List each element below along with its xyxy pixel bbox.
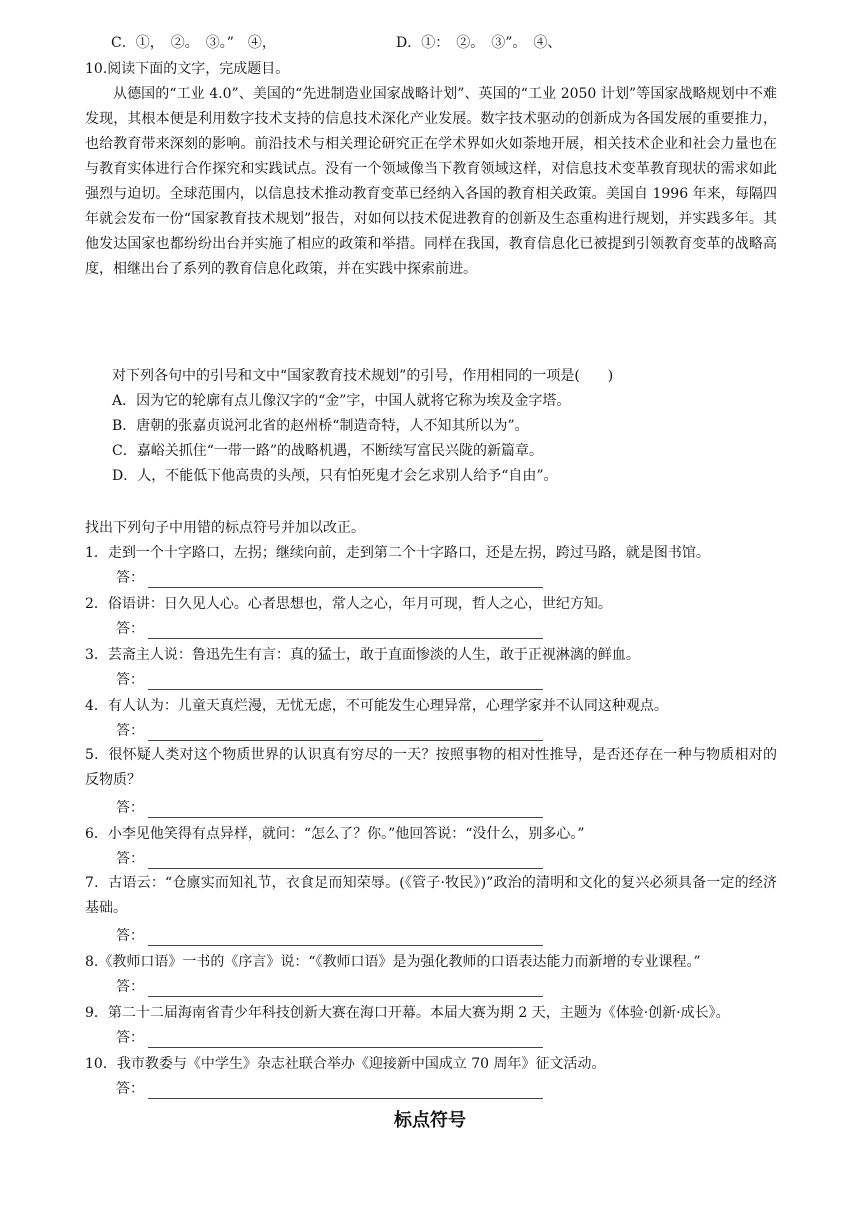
answer-line-10[interactable]: [116, 1079, 543, 1099]
exercise-item-8: 8.《教师口语》一书的《序言》说：“《教师口语》是为强化教师的口语表达能力而新增的专业课程。”: [85, 954, 701, 970]
answer-label: 答：: [116, 723, 144, 739]
exercise-item-7: 7．古语云：“仓廪实而知礼节，衣食足而知荣辱。(《管子·牧民》)”政治的清明和文化的复兴必须具备一定的经济基础。: [85, 875, 777, 916]
q10-question: 对下列各句中的引号和文中“国家教育技术规划”的引号，作用相同的一项是( ): [112, 368, 614, 384]
answer-label: 答：: [116, 621, 144, 637]
q10-option-a: A．因为它的轮廓有点儿像汉字的“金”字，中国人就将它称为埃及金字塔。: [112, 393, 571, 409]
answer-blank[interactable]: [148, 854, 543, 869]
answer-label: 答：: [116, 800, 144, 816]
answer-blank[interactable]: [148, 675, 543, 690]
answer-label: 答：: [116, 1030, 144, 1046]
answer-label: 答：: [116, 1081, 144, 1097]
answer-label: 答：: [116, 672, 144, 688]
answer-blank[interactable]: [148, 803, 543, 818]
exercise-item-9: 9．第二十二届海南省青少年科技创新大赛在海口开幕。本届大赛为期 2 天，主题为《体验·创新·成长》。: [85, 1005, 730, 1021]
answer-line-9[interactable]: [116, 1028, 543, 1048]
exercise-item-3: 3．芸斋主人说：鲁迅先生有言：真的猛士，敢于直面惨淡的人生，敢于正视淋漓的鲜血。: [85, 647, 640, 663]
exercise-item-4: 4．有人认为：儿童天真烂漫，无忧无虑，不可能发生心理异常，心理学家并不认同这种观点。: [85, 698, 668, 714]
exercise-item-10: 10．我市教委与《中学生》杂志社联合举办《迎接新中国成立 70 周年》征文活动。: [85, 1056, 606, 1072]
answer-blank[interactable]: [148, 573, 543, 588]
answer-label: 答：: [116, 851, 144, 867]
answer-blank[interactable]: [148, 982, 543, 997]
answer-label: 答：: [116, 570, 144, 586]
q10-passage: 从德国的“工业 4.0”、美国的“先进制造业国家战略计划”、英国的“工业 2050 计划”等国家战略规划中不难发现，其根本便是利用数字技术支持的信息技术深化产业发展。数字技术驱动的创新成为各国发展的重要推力，也给教育带来深刻的影响。前沿技术与相关理论研究正在学术界如火如荼地开展，相关技术企业和社会力量也在与教育实体进行合作探究和实践试点。没有一个领域像当下教育领域这样，对信息技术变革教育现状的需求如此强烈与迫切。全球范围内，以信息技术推动教育变革已经纳入各国的教育相关政策。美国自 1996 年来，每隔四年就会发布一份“国家教育技术规划”报告，对如何以技术促进教育的创新及生态重构进行规划，并实践多年。其他发达国家也都纷纷出台并实施了相应的政策和举措。同样在我国，教育信息化已被提到引领教育变革的战略高度，相继出台了系列的教育信息化政策，并在实践中探索前进。: [85, 86, 777, 277]
answer-blank[interactable]: [148, 931, 543, 946]
answer-line-4[interactable]: [116, 721, 543, 741]
answer-line-5[interactable]: [116, 798, 543, 818]
q10-option-d: D．人，不能低下他高贵的头颅，只有怕死鬼才会乞求别人给予“自由”。: [112, 468, 558, 484]
answer-line-2[interactable]: [116, 619, 543, 639]
exercise-instruction: 找出下列句子中用错的标点符号并加以改正。: [85, 520, 365, 536]
answer-blank[interactable]: [148, 624, 543, 639]
answer-line-1[interactable]: [116, 568, 543, 588]
answer-label: 答：: [116, 928, 144, 944]
q10-option-b: B．唐朝的张嘉贞说河北省的赵州桥“制造奇特，人不知其所以为”。: [112, 418, 529, 434]
exercise-item-2: 2．俗语讲：日久见人心。心者思想也，常人之心，年月可现，哲人之心，世纪方知。: [85, 596, 612, 612]
answer-line-7[interactable]: [116, 926, 543, 946]
exercise-item-6: 6．小李见他笑得有点异样，就问：“怎么了？你。”他回答说：“没什么，别多心。”: [85, 826, 585, 842]
q9-option-c: C．①， ②。 ③。” ④，: [111, 35, 276, 51]
answer-blank[interactable]: [148, 1033, 543, 1048]
q10-option-c: C．嘉峪关抓住“一带一路”的战略机遇，不断续写富民兴陇的新篇章。: [112, 443, 544, 459]
q10-title: 10.阅读下面的文字，完成题目。: [85, 61, 290, 77]
section-heading: 标点符号: [394, 1110, 466, 1131]
answer-blank[interactable]: [148, 726, 543, 741]
answer-line-6[interactable]: [116, 849, 543, 869]
exercise-item-5: 5．很怀疑人类对这个物质世界的认识真有穷尽的一天？按照事物的相对性推导，是否还存在一种与物质相对的反物质？: [85, 747, 777, 788]
answer-blank[interactable]: [148, 1084, 543, 1099]
answer-line-3[interactable]: [116, 670, 543, 690]
answer-line-8[interactable]: [116, 977, 543, 997]
exercise-item-1: 1．走到一个十字路口，左拐；继续向前，走到第二个十字路口，还是左拐，跨过马路，就是图书馆。: [85, 545, 710, 561]
q9-option-d: D．①： ②。 ③”。 ④、: [396, 35, 562, 51]
answer-label: 答：: [116, 979, 144, 995]
